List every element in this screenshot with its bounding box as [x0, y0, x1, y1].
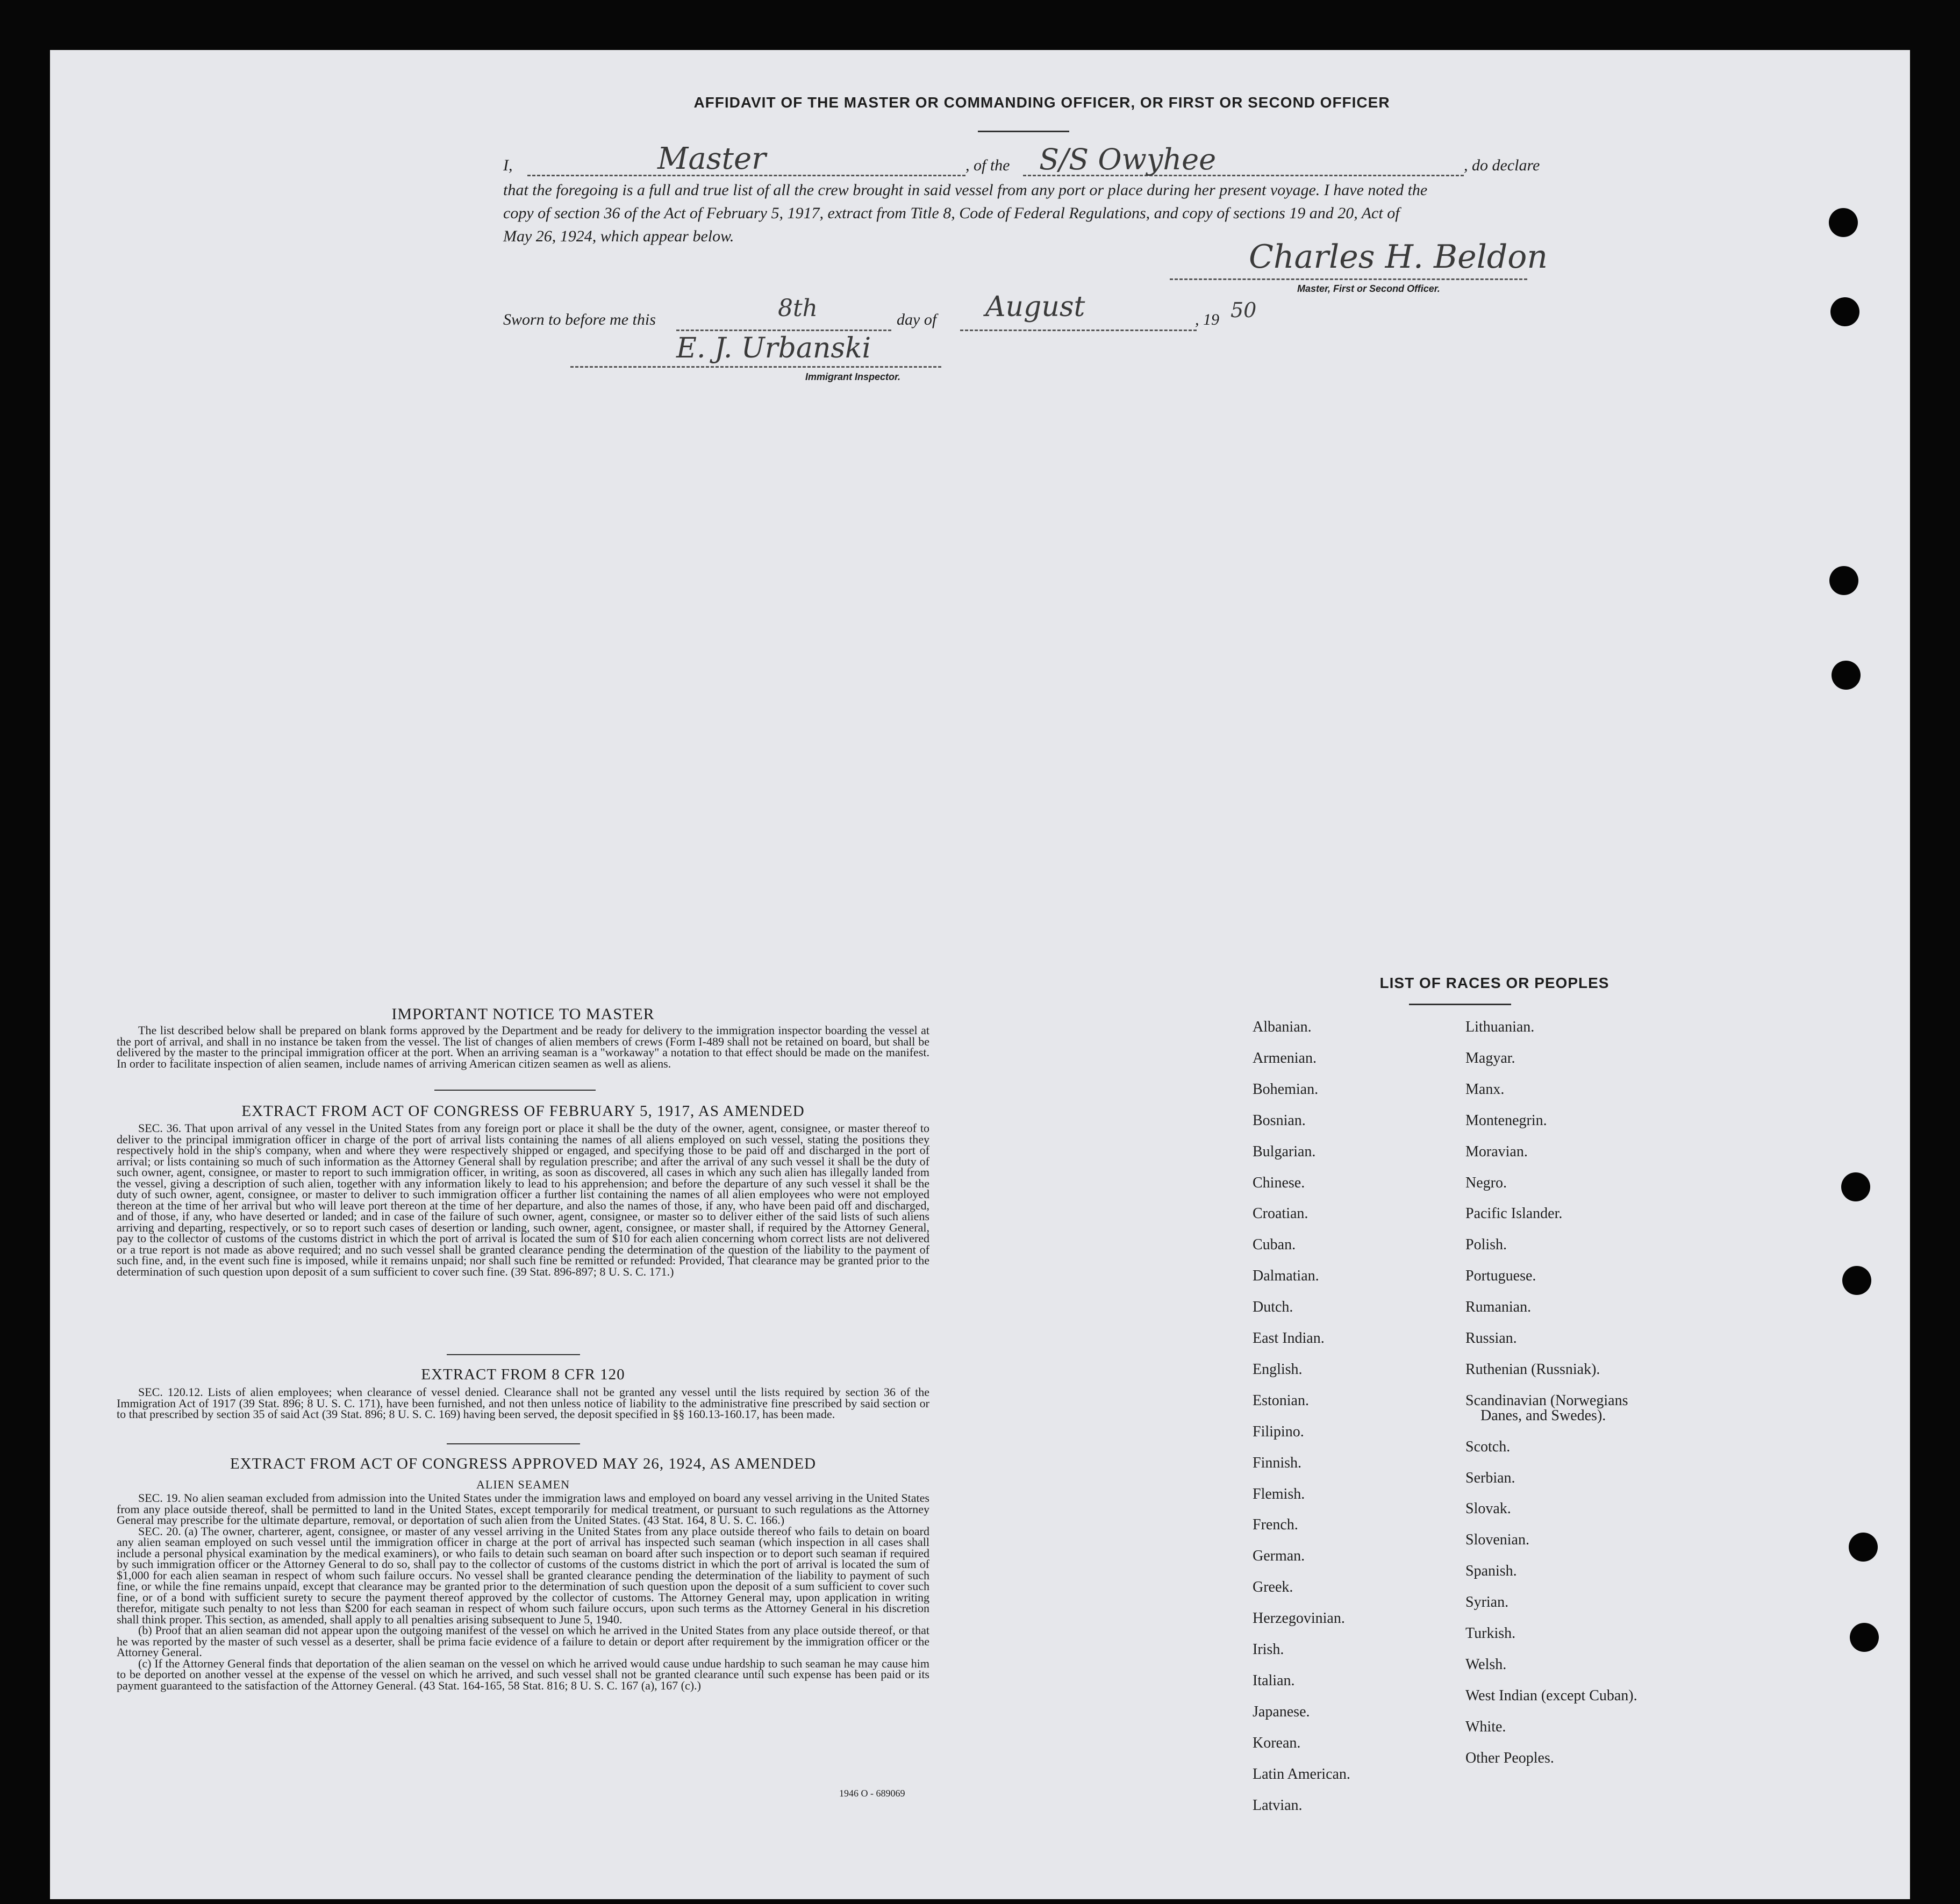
punch-hole	[1849, 1533, 1878, 1562]
race-item: Portuguese.	[1465, 1268, 1536, 1285]
race-item: Latin American.	[1253, 1765, 1350, 1783]
race-item: Finnish.	[1253, 1454, 1302, 1471]
day-of-label: day of	[897, 311, 937, 328]
race-item: Spanish.	[1465, 1563, 1517, 1580]
race-item: Russian.	[1465, 1330, 1517, 1347]
declaration-line-3: May 26, 1924, which appear below.	[503, 227, 734, 245]
punch-hole	[1829, 566, 1858, 595]
race-item: Armenian.	[1253, 1049, 1317, 1066]
race-item: Scandinavian (Norwegians	[1465, 1392, 1628, 1409]
declaration-line-1: that the foregoing is a full and true list of all the crew brought in said vessel from any port or place during her present voyage. I have noted the	[503, 181, 1428, 199]
of-the-label: , of the	[965, 156, 1010, 174]
race-item: Welsh.	[1465, 1656, 1507, 1673]
races-title: LIST OF RACES OR PEOPLES	[1379, 975, 1610, 991]
race-item: Cuban.	[1253, 1236, 1296, 1254]
sec-20a-paragraph: SEC. 20. (a) The owner, charterer, agent, consignee, or master of any vessel arriving in the United States from any place outside thereof who fails to detain on board any alien seaman employed on such vessel until the immigration officer in charge at the port of arrival has inspected such seaman (which inspection in all cases shall include a personal physical examination by the medical examiners), or who fails to detain such seaman on board after such inspection or to deport such seaman if required by such immigration officer or the Attorney General to do so, shall pay to the collector of customs of the customs district in which the port of arrival is located the sum of $1,000 for each alien seaman in respect of whom such failure occurs. No vessel shall be granted clearance pending the determination of the liability to payment of such fine, or while the fine remains unpaid, except that clearance may be granted prior to the determination of such question upon the deposit of a sum sufficient to cover such fine, or of a bond with sufficient surety to secure the payment thereof approved by the collector of customs. The Attorney General may, upon application in writing therefor, mitigate such penalty to not less than $200 for each seaman in respect of whom such failure occurs, upon such terms as the Attorney General in his discretion shall think proper. This section, as amended, shall apply to all penalties arising subsequent to June 5, 1940.	[117, 1524, 929, 1626]
punch-hole	[1842, 1266, 1871, 1295]
race-item: Estonian.	[1253, 1392, 1309, 1409]
race-item: Filipino.	[1253, 1423, 1304, 1440]
race-item: West Indian (except Cuban).	[1465, 1687, 1637, 1704]
affidavit-title: AFFIDAVIT OF THE MASTER OR COMMANDING OFFICER, OR FIRST OR SECOND OFFICER	[693, 94, 1390, 111]
race-item: Scotch.	[1465, 1438, 1511, 1455]
race-item: German.	[1253, 1548, 1305, 1565]
race-item: Pacific Islander.	[1465, 1205, 1563, 1222]
race-item: East Indian.	[1253, 1330, 1325, 1347]
notice-divider	[434, 1090, 596, 1091]
race-item: Magyar.	[1465, 1049, 1515, 1066]
notice-text: The list described below shall be prepared on blank forms approved by the Department and be ready for delivery to the immigration inspector boarding the vessel at the port of arrival, and shall in no instance be taken from the vessel. The list of changes of alien members of crews (Form I-489 shall not be retained on board, but shall be delivered by the master to the principal immigration officer at the port. When an arriving seaman is a "workaway" a notation to that effect should be made on the manifest. In order to facilitate inspection of alien seamen, include names of arriving American citizen seamen as well as aliens.	[117, 1023, 929, 1070]
race-item: Polish.	[1465, 1236, 1507, 1254]
punch-hole	[1832, 661, 1861, 690]
extract-1917-divider	[447, 1354, 580, 1355]
race-item: Slovak.	[1465, 1500, 1511, 1518]
extract-1924-title: EXTRACT FROM ACT OF CONGRESS APPROVED MAY 26, 1924, AS AMENDED	[230, 1455, 817, 1472]
race-item: White.	[1465, 1718, 1506, 1735]
race-item: Bulgarian.	[1253, 1143, 1316, 1160]
declaration-line-2: copy of section 36 of the Act of February 5, 1917, extract from Title 8, Code of Federal Regulations, and copy of sections 19 and 20, Act of	[503, 204, 1400, 222]
punch-hole	[1841, 1172, 1870, 1201]
race-item: Croatian.	[1253, 1205, 1308, 1222]
race-item: Japanese.	[1253, 1703, 1310, 1720]
do-declare-label: , do declare	[1464, 156, 1540, 174]
print-code: 1946 O - 689069	[839, 1788, 905, 1799]
race-item: Bosnian.	[1253, 1112, 1306, 1129]
race-item: Syrian.	[1465, 1594, 1509, 1611]
punch-hole	[1830, 297, 1859, 326]
race-item: Italian.	[1253, 1672, 1295, 1689]
i-prefix: I,	[503, 156, 513, 174]
race-item: English.	[1253, 1361, 1303, 1378]
race-item: Slovenian.	[1465, 1531, 1529, 1549]
master-name-handwritten: Master	[657, 141, 766, 176]
race-item: Lithuanian.	[1465, 1019, 1535, 1035]
sworn-prefix: Sworn to before me this	[503, 311, 656, 328]
race-item: French.	[1253, 1516, 1298, 1534]
sworn-month-handwritten: August	[985, 291, 1085, 323]
race-item: Turkish.	[1465, 1625, 1516, 1642]
inspector-label: Immigrant Inspector.	[805, 371, 901, 382]
notice-title: IMPORTANT NOTICE TO MASTER	[391, 1005, 655, 1023]
extract-8cfr-divider	[447, 1443, 580, 1444]
race-item: Albanian.	[1253, 1019, 1312, 1035]
extract-8cfr-title: EXTRACT FROM 8 CFR 120	[421, 1366, 625, 1383]
extract-1924-body	[117, 1493, 929, 1691]
year-prefix: , 19	[1195, 311, 1219, 328]
signature-label: Master, First or Second Officer.	[1297, 283, 1440, 294]
punch-hole	[1850, 1623, 1879, 1652]
title-underline	[978, 131, 1069, 132]
sec-19-paragraph: SEC. 19. No alien seaman excluded from admission into the United States under the immigration laws and employed on board any vessel arriving in the United States from any place outside thereof, shall be permitted to land in the United States, except temporarily for medical treatment, or pursuant to such regulations as the Attorney General may prescribe for the ultimate departure, removal, or deportation of such alien from the United States. (43 Stat. 164, 8 U. S. C. 166.)	[117, 1491, 929, 1527]
race-item: Irish.	[1253, 1641, 1284, 1658]
inspector-signature-handwritten: E. J. Urbanski	[676, 332, 871, 364]
race-item: Negro.	[1465, 1174, 1507, 1191]
race-item: Montenegrin.	[1465, 1112, 1547, 1129]
day-blank-line	[676, 330, 891, 331]
master-signature-handwritten: Charles H. Beldon	[1249, 238, 1548, 276]
month-blank-line	[960, 330, 1197, 331]
race-item: Dutch.	[1253, 1299, 1293, 1316]
race-item: Bohemian.	[1253, 1080, 1319, 1098]
sworn-day-handwritten: 8th	[778, 295, 818, 322]
race-item: Herzegovinian.	[1253, 1610, 1345, 1627]
extract-1924-subtitle: ALIEN SEAMEN	[476, 1478, 570, 1491]
vessel-name-handwritten: S/S Owyhee	[1039, 142, 1217, 176]
race-item: Latvian.	[1253, 1796, 1303, 1814]
race-item: Dalmatian.	[1253, 1268, 1319, 1285]
year-handwritten: 50	[1231, 298, 1257, 322]
race-item: Chinese.	[1253, 1174, 1305, 1191]
race-item: Greek.	[1253, 1579, 1293, 1596]
extract-8cfr-text: SEC. 120.12. Lists of alien employees; when clearance of vessel denied. Clearance shall not be granted any vessel until the lists required by section 36 of the Immigration Act of 1917 (39 Stat. 896; 8 U. S. C. 171), have been furnished, and not then unless notice of liability to the administrative fine prescribed by said section or to that prescribed by section 35 of said Act (39 Stat. 896; 8 U. S. C. 169) having been served, the deposit specified in §§ 160.13-160.17, has been made.	[117, 1385, 929, 1421]
extract-1917-text: SEC. 36. That upon arrival of any vessel in the United States from any foreign port or place it shall be the duty of the owner, agent, consignee, or master thereof to deliver to the principal immigration officer in charge of the port of arrival lists containing the names of all aliens employed on such vessel, stating the positions they respectively hold in the ship's company, when and where they were respectively shipped or engaged, and specifying those to be paid off and discharged in the port of arrival; or lists containing so much of such information as the Attorney General shall by regulation prescribe; and after the arrival of any such vessel it shall be the duty of such owner, agent, consignee, or master to report to such immigration officer, in writing, as soon as discovered, all cases in which any such alien has illegally landed from the vessel, giving a description of such alien, together with any information likely to lead to his apprehension; and before the departure of any such vessel it shall be the duty of such owner, agent, consignee, or master to deliver to such immigration officer a further list containing the names of all alien employees who were not employed thereon at the time of her arrival but who will leave port thereon at the time of her departure, and also the names of those, if any, who have been paid off and discharged, and of those, if any, who have deserted or landed; and in case of the failure of such owner, agent, consignee, or master so to deliver either of the said lists of such aliens arriving and departing, respectively, or so to report such cases of desertion or landing, such owner, agent, consignee, or master shall, if required by the Attorney General, pay to the collector of customs of the customs district in which the port of arrival is located the sum of $10 for each alien concerning whom correct lists are not delivered or a true report is not made as above required; and no such vessel shall be granted clearance pending the determination of the question of the liability to the payment of such fine, and, in the event such fine is imposed, while it remains unpaid; nor shall such fine be remitted or refunded: Provided, That clearance may be granted prior to the determination of such question upon deposit of a sum sufficient to cover such fine. (39 Stat. 896-897; 8 U. S. C. 171.)	[117, 1121, 929, 1278]
race-item: Other Peoples.	[1465, 1749, 1554, 1766]
race-item: Korean.	[1253, 1734, 1301, 1751]
race-item: Danes, and Swedes).	[1480, 1407, 1606, 1424]
race-item: Flemish.	[1253, 1485, 1305, 1502]
signature-blank-line	[1170, 278, 1527, 280]
race-item: Manx.	[1465, 1080, 1505, 1098]
document-page	[50, 50, 1910, 1899]
race-item: Rumanian.	[1465, 1299, 1532, 1316]
extract-1917-title: EXTRACT FROM ACT OF CONGRESS OF FEBRUARY 5, 1917, AS AMENDED	[241, 1103, 805, 1120]
race-item: Ruthenian (Russniak).	[1465, 1361, 1600, 1378]
races-title-underline	[1409, 1004, 1511, 1005]
punch-hole	[1829, 208, 1858, 237]
sec-20b-paragraph: (b) Proof that an alien seaman did not appear upon the outgoing manifest of the vessel on which he arrived in the United States from any place outside thereof, or that he was reported by the master of such vessel as a deserter, shall be prima facie evidence of a failure to detain or deport after requirement by the immigration officer or the Attorney General.	[117, 1623, 929, 1659]
sec-20c-paragraph: (c) If the Attorney General finds that deportation of the alien seaman on the vessel on which he arrived would cause undue hardship to such seaman he may cause him to be deported on another vessel at the expense of the vessel on which he arrived, and such vessel shall not be granted clearance until such expense has been paid or its payment guaranteed to the satisfaction of the Attorney General. (43 Stat. 164-165, 58 Stat. 816; 8 U. S. C. 167 (a), 167 (c).)	[117, 1656, 929, 1692]
race-item: Moravian.	[1465, 1143, 1528, 1160]
inspector-blank-line	[570, 366, 941, 368]
race-item: Serbian.	[1465, 1469, 1515, 1486]
